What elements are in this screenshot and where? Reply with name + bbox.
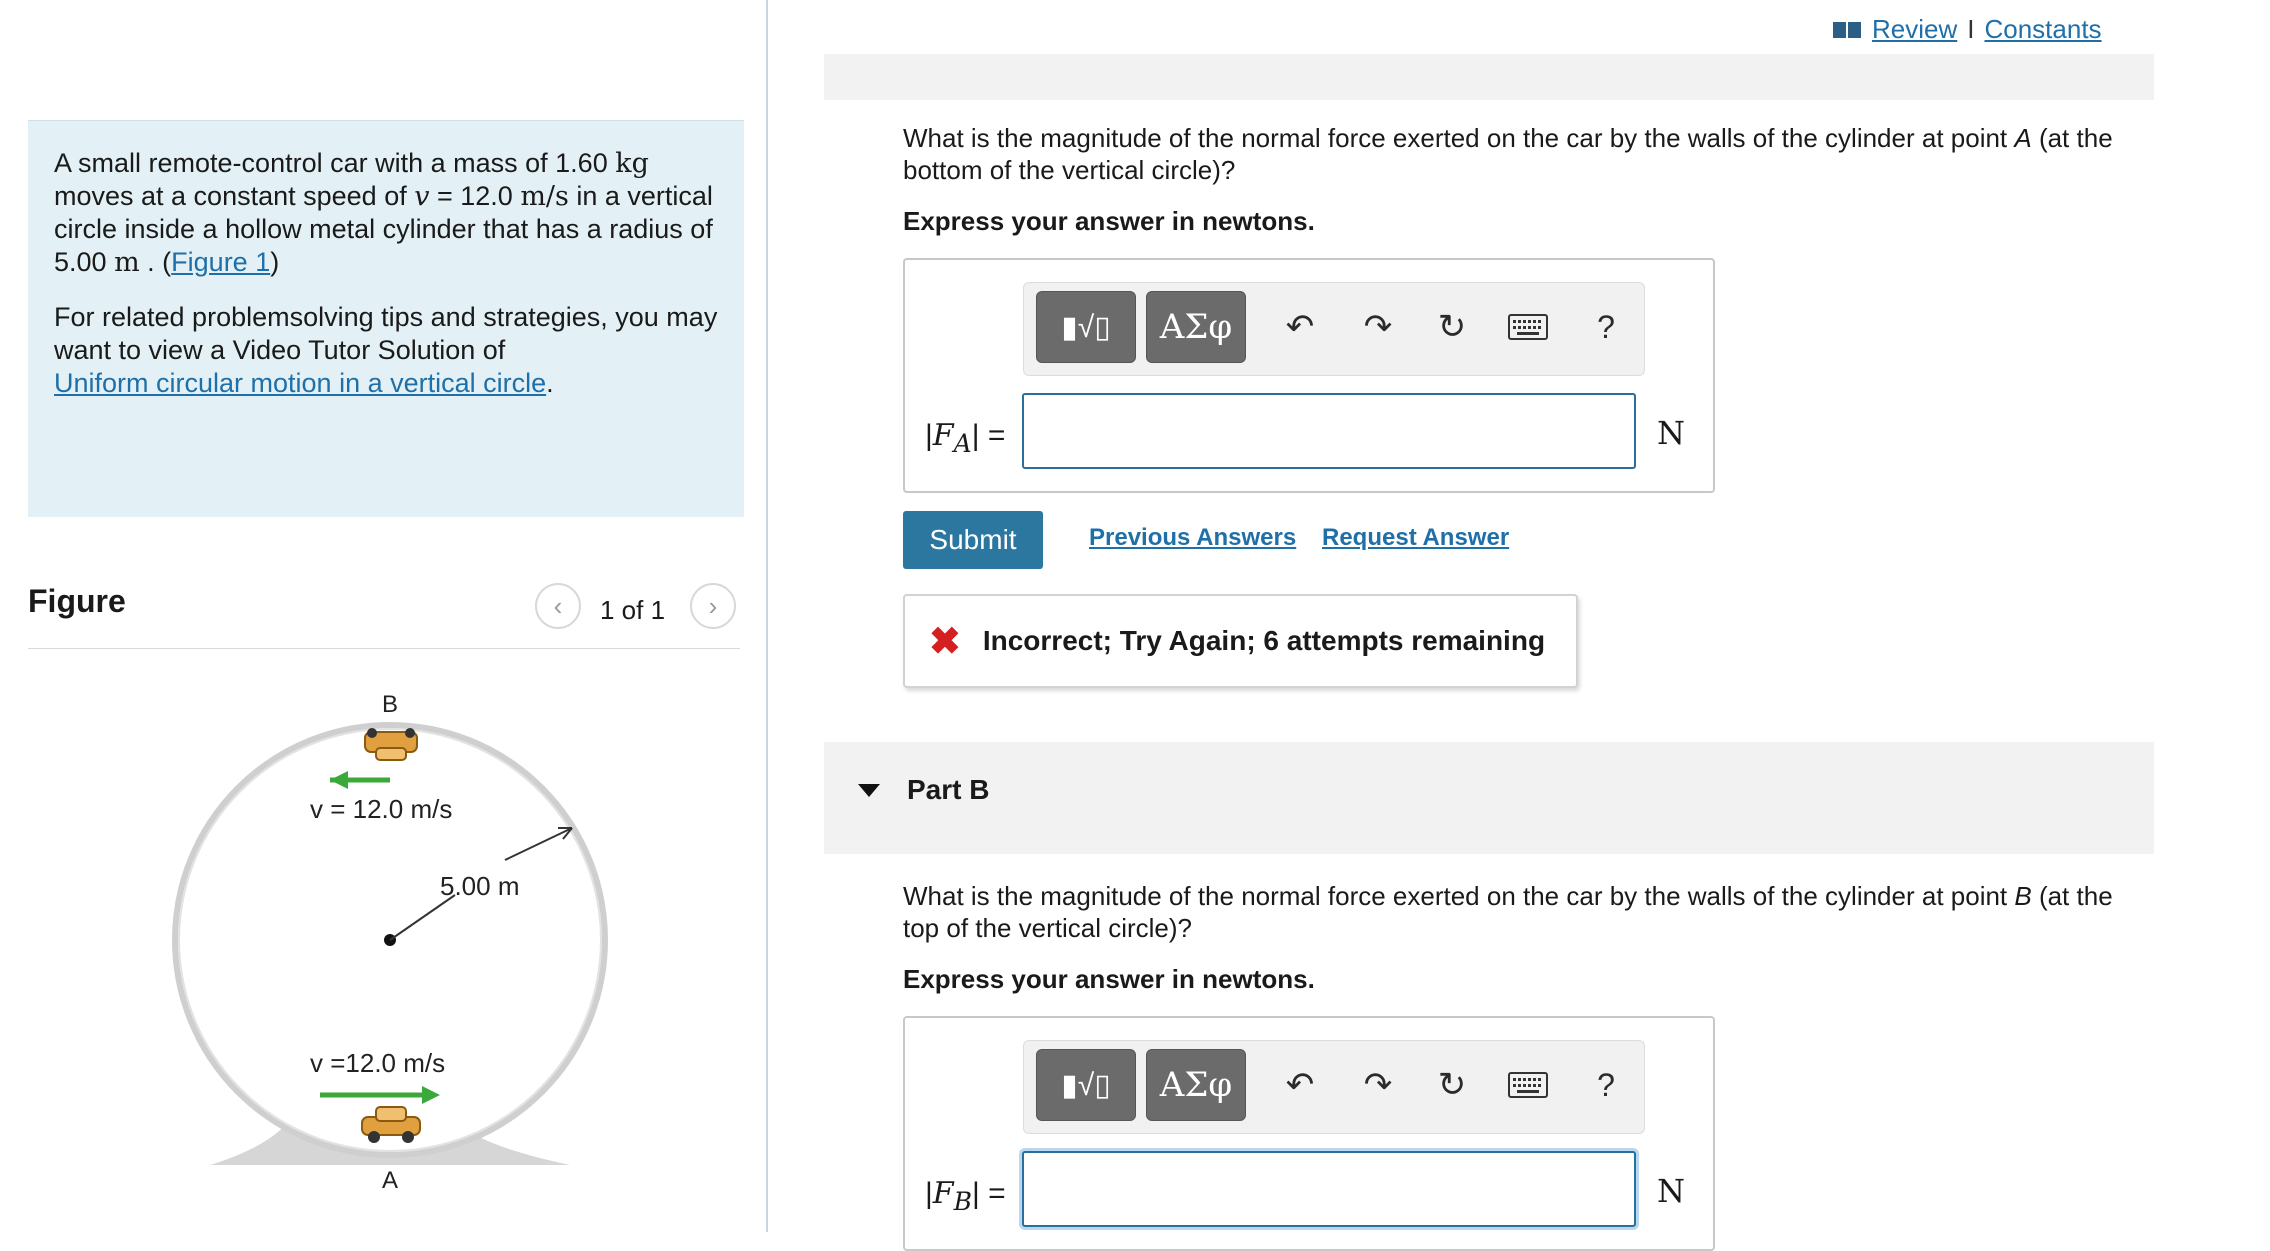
constants-link[interactable]: Constants — [1984, 14, 2102, 44]
chevron-left-icon: ‹ — [553, 590, 563, 621]
velocity-label-top: v = 12.0 m/s — [310, 794, 453, 824]
review-link[interactable]: Review — [1872, 14, 1958, 44]
part-b-title[interactable]: Part B — [907, 774, 990, 805]
math-toolbar-b — [1023, 1040, 1645, 1134]
templates-icon: ▮√▯ — [1061, 310, 1111, 344]
part-a-question: What is the magnitude of the normal force exerted on the car by the walls of the cylinder at point A (at the bottom of the vertical circle)? — [903, 123, 2113, 185]
collapse-caret-icon[interactable] — [858, 784, 880, 797]
feedback-message: ✖ Incorrect; Try Again; 6 attempts remaining — [903, 594, 1578, 688]
answer-label-FA: $|F_A|$ = — [925, 418, 1006, 458]
help-icon[interactable]: ? — [1597, 308, 1615, 345]
incorrect-x-icon: ✖ — [929, 620, 961, 663]
chevron-right-icon: › — [708, 590, 718, 621]
problem-statement: A small remote-control car with a mass of 1.60 kg moves at a constant speed of v = 12.0 m/s in a vertical circle inside a hollow metal cylinder that has a radius of 5.00 m . (Figure 1) — [54, 148, 713, 278]
figure-diagram — [150, 670, 610, 1210]
keyboard-icon[interactable] — [1504, 1061, 1552, 1109]
label-B: B — [382, 691, 399, 718]
figure-divider — [28, 648, 740, 649]
help-icon[interactable]: ? — [1597, 1066, 1615, 1103]
tips-paragraph: For related problemsolving tips and strategies, you may want to view a Video Tutor Solution of Uniform circular motion in a vertical circle. — [54, 302, 718, 398]
keyboard-icon[interactable] — [1504, 303, 1552, 351]
redo-icon[interactable]: ↷ — [1363, 1066, 1393, 1104]
templates-icon: ▮√▯ — [1061, 1068, 1111, 1102]
answer-input-FB[interactable] — [1022, 1151, 1636, 1227]
part-b-instruction: Express your answer in newtons. — [903, 964, 1315, 994]
unit-label: N — [1657, 1172, 1685, 1210]
book-icon — [1832, 20, 1862, 40]
previous-answers-link[interactable]: Previous Answers — [1089, 524, 1297, 551]
answer-label-FB: $|F_B|$ = — [925, 1176, 1006, 1216]
figure-next-button[interactable] — [690, 583, 736, 629]
part-b-header[interactable] — [824, 742, 2154, 854]
figure-link[interactable]: Figure 1 — [171, 247, 271, 277]
reset-icon[interactable]: ↻ — [1437, 1066, 1467, 1104]
part-a-answer-box — [903, 258, 1715, 493]
figure-count: 1 of 1 — [600, 595, 666, 625]
unit-label: N — [1657, 414, 1685, 452]
submit-button[interactable]: Submit — [903, 511, 1043, 569]
undo-icon[interactable]: ↶ — [1285, 1066, 1315, 1104]
left-pane — [0, 0, 766, 1232]
templates-button[interactable] — [1036, 291, 1136, 363]
velocity-label-bottom: v =12.0 m/s — [310, 1048, 446, 1078]
header-separator: I — [1967, 14, 1975, 44]
pane-divider — [766, 0, 768, 1232]
greek-symbols-button-b[interactable]: ΑΣφ — [1146, 1049, 1246, 1121]
reset-icon[interactable]: ↻ — [1437, 308, 1467, 346]
header-links — [1832, 14, 2102, 45]
figure-prev-button[interactable] — [535, 583, 581, 629]
part-a-header-band — [824, 54, 2154, 100]
math-toolbar — [1023, 282, 1645, 376]
part-a-instruction: Express your answer in newtons. — [903, 206, 1315, 236]
redo-icon[interactable]: ↷ — [1363, 308, 1393, 346]
greek-symbols-button[interactable]: ΑΣφ — [1146, 291, 1246, 363]
problem-intro — [28, 120, 744, 517]
templates-button-b[interactable] — [1036, 1049, 1136, 1121]
part-b-question: What is the magnitude of the normal force exerted on the car by the walls of the cylinder at point B (at the top of the vertical circle)? — [903, 881, 2113, 943]
part-b-answer-box — [903, 1016, 1715, 1251]
undo-icon[interactable]: ↶ — [1285, 308, 1315, 346]
label-A: A — [382, 1167, 399, 1194]
radius-label: 5.00 m — [440, 871, 520, 901]
answer-input-FA[interactable] — [1022, 393, 1636, 469]
video-tutor-link[interactable]: Uniform circular motion in a vertical circle — [54, 368, 547, 398]
request-answer-link[interactable]: Request Answer — [1322, 524, 1510, 551]
figure-heading: Figure — [28, 583, 126, 619]
